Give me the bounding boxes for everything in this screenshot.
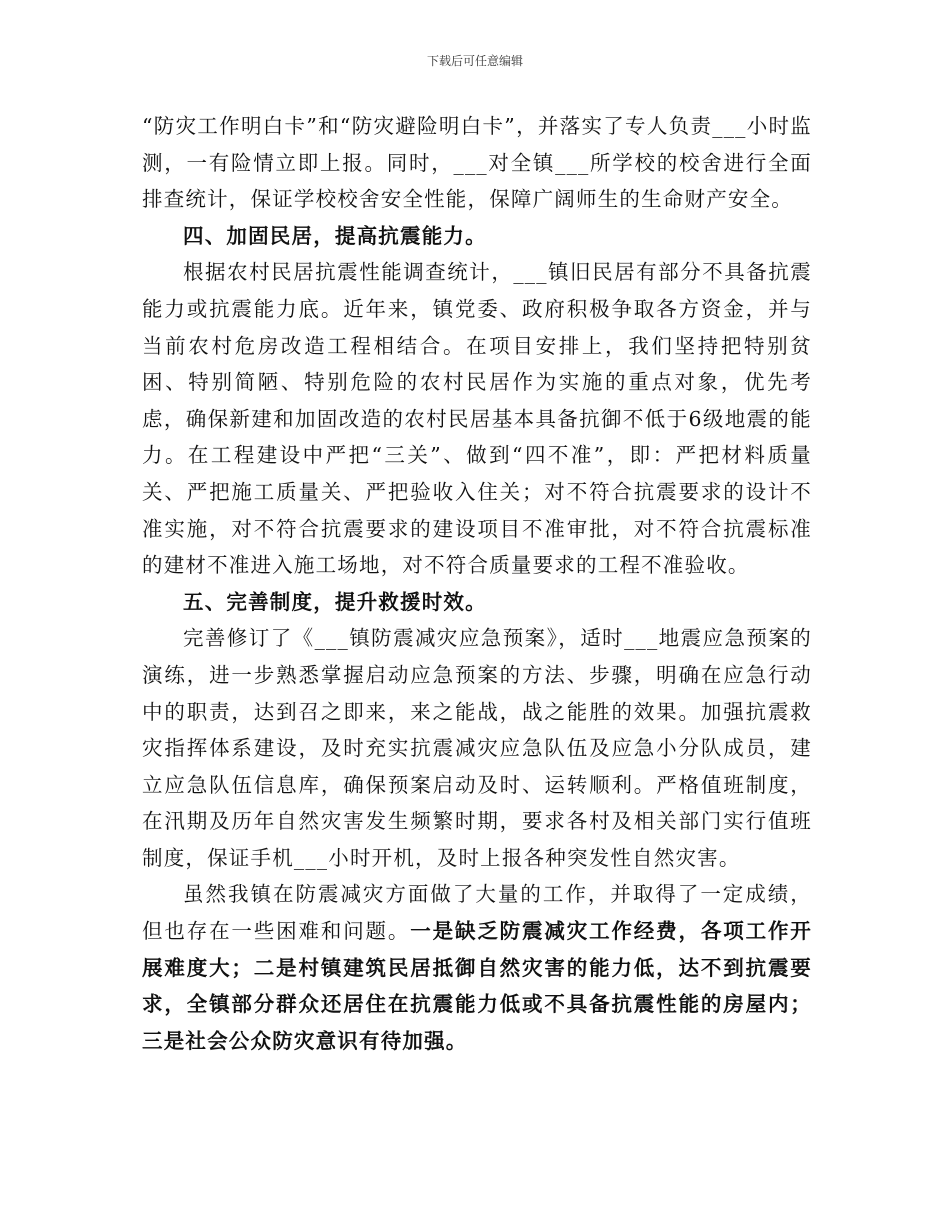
paragraph-improve-system: 完善修订了《___镇防震减灾应急预案》，适时___地震应急预案的演练，进一步熟悉掌握启动应急预案的方法、步骤，明确在应急行动中的职责，达到召之即来，来之能战，战之能胜的效果。加强抗震救灾指挥体系建设，及时充实抗震减灾应急队伍及应急小分队成员，建立应急队伍信息库，确保预案启动及时、运转顺利。严格值班制度，在汛期及历年自然灾害发生频繁时期，要求各村及相关部门实行值班制度，保证手机___小时开机，及时上报各种突发性自然灾害。 xyxy=(142,626,812,870)
section-heading-4: 四、加固民居，提高抗震能力。 xyxy=(183,223,487,248)
document-body xyxy=(142,108,812,1059)
paragraph-problems xyxy=(142,876,812,1059)
page-header: 下载后可任意编辑 xyxy=(426,54,523,68)
problems-list: 一是缺乏防震减灾工作经费，各项工作开展难度大；二是村镇建筑民居抵御自然灾害的能力低，达不到抗震要求，全镇部分群众还居住在抗震能力低或不具备抗震性能的房屋内；三是社会公众防灾意识有待加强。 xyxy=(142,919,812,1053)
section-heading-5: 五、完善制度，提升救援时效。 xyxy=(183,589,487,614)
paragraph-reinforce-housing: 根据农村民居抗震性能调查统计，___镇旧民居有部分不具备抗震能力或抗震能力底。近年来，镇党委、政府积极争取各方资金，并与当前农村危房改造工程相结合。在项目安排上，我们坚持把特别贫困、特别简陋、特别危险的农村民居作为实施的重点对象，优先考虑，确保新建和加固改造的农村民居基本具备抗御不低于6级地震的能力。在工程建设中严把“三关”、做到“四不准”，即：严把材料质量关、严把施工质量关、严把验收入住关；对不符合抗震要求的设计不准实施，对不符合抗震要求的建设项目不准审批，对不符合抗震标准的建材不准进入施工场地，对不符合质量要求的工程不准验收。 xyxy=(142,260,812,578)
paragraph-continuation: “防灾工作明白卡”和“防灾避险明白卡”，并落实了专人负责___小时监测，一有险情立即上报。同时，___对全镇___所学校的校舍进行全面排查统计，保证学校校舍安全性能，保障广阔师生的生命财产安全。 xyxy=(142,114,812,212)
problems-intro: 虽然我镇在防震减灾方面做了大量的工作，并取得了一定成绩，但也存在一些困难和问题。 xyxy=(142,882,812,944)
